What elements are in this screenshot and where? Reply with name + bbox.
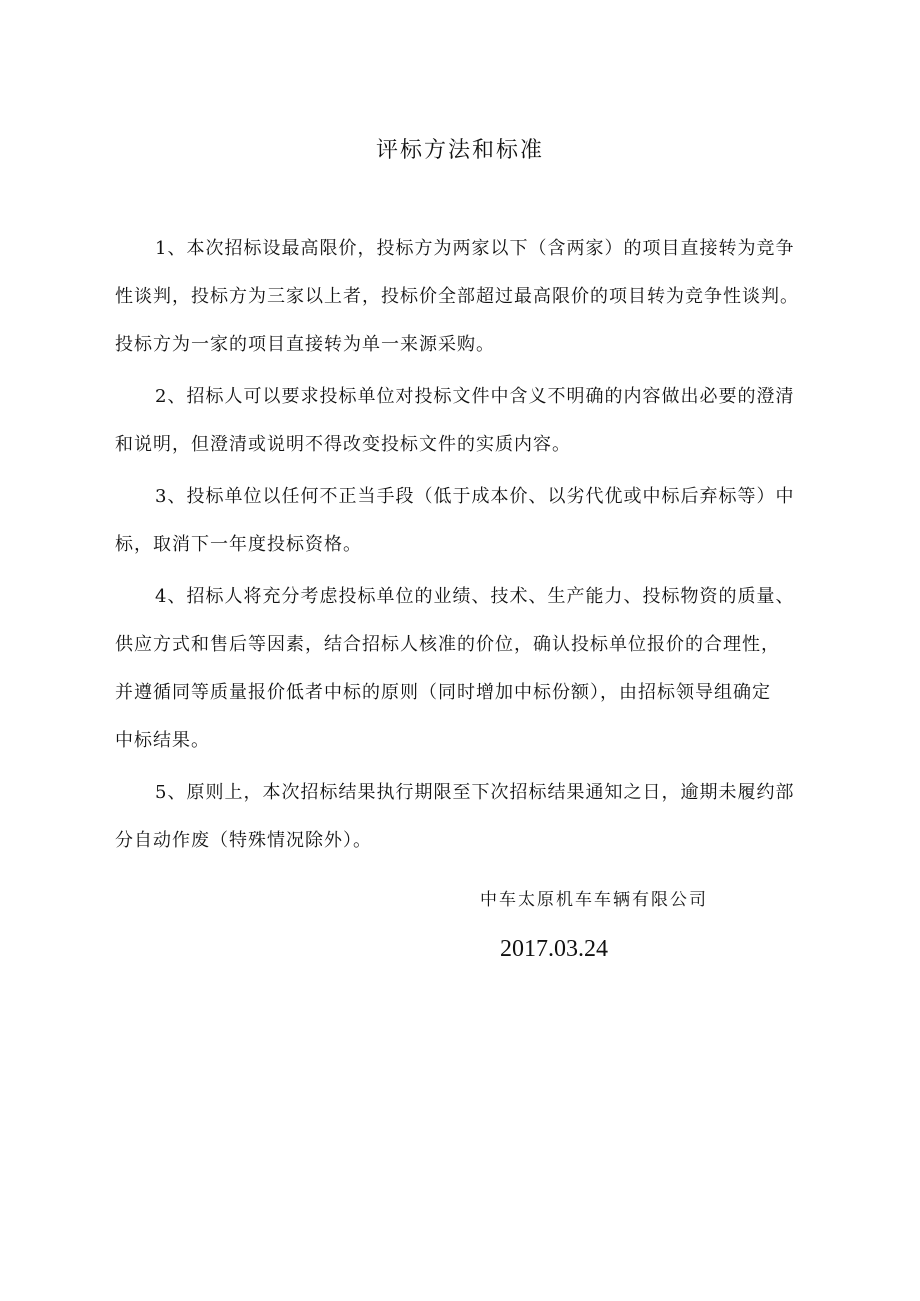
paragraph-4 — [115, 573, 830, 765]
document-date: 2017.03.24 — [500, 936, 608, 962]
document-title: 评标方法和标准 — [375, 138, 544, 163]
paragraph-line: 供应方式和售后等因素，结合招标人核准的价位，确认投标单位报价的合理性， — [115, 634, 780, 655]
company-signature: 中车太原机车车辆有限公司 — [480, 890, 708, 910]
document-body — [115, 225, 830, 869]
paragraph-5 — [115, 769, 830, 865]
paragraph-line: 投标方为一家的项目直接转为单一来源采购。 — [115, 334, 495, 355]
paragraph-1 — [115, 225, 830, 369]
paragraph-line: 4、招标人将充分考虑投标单位的业绩、技术、生产能力、投标物资的质量、 — [155, 586, 795, 607]
paragraph-line: 并遵循同等质量报价低者中标的原则（同时增加中标份额），由招标领导组确定 — [115, 682, 771, 703]
paragraph-2 — [115, 373, 830, 469]
paragraph-line: 中标结果。 — [115, 730, 210, 751]
paragraph-line: 1、本次招标设最高限价，投标方为两家以下（含两家）的项目直接转为竞争 — [155, 238, 795, 259]
paragraph-line: 分自动作废（特殊情况除外）。 — [115, 830, 372, 851]
paragraph-3 — [115, 473, 830, 569]
paragraph-line: 性谈判，投标方为三家以上者，投标价全部超过最高限价的项目转为竞争性谈判。 — [115, 286, 799, 307]
paragraph-line: 2、招标人可以要求投标单位对投标文件中含义不明确的内容做出必要的澄清 — [155, 386, 795, 407]
paragraph-line: 3、投标单位以任何不正当手段（低于成本价、以劣代优或中标后弃标等）中 — [155, 486, 795, 507]
paragraph-line: 5、原则上，本次招标结果执行期限至下次招标结果通知之日，逾期未履约部 — [155, 782, 795, 803]
paragraph-line: 和说明，但澄清或说明不得改变投标文件的实质内容。 — [115, 434, 571, 455]
paragraph-line: 标，取消下一年度投标资格。 — [115, 534, 362, 555]
